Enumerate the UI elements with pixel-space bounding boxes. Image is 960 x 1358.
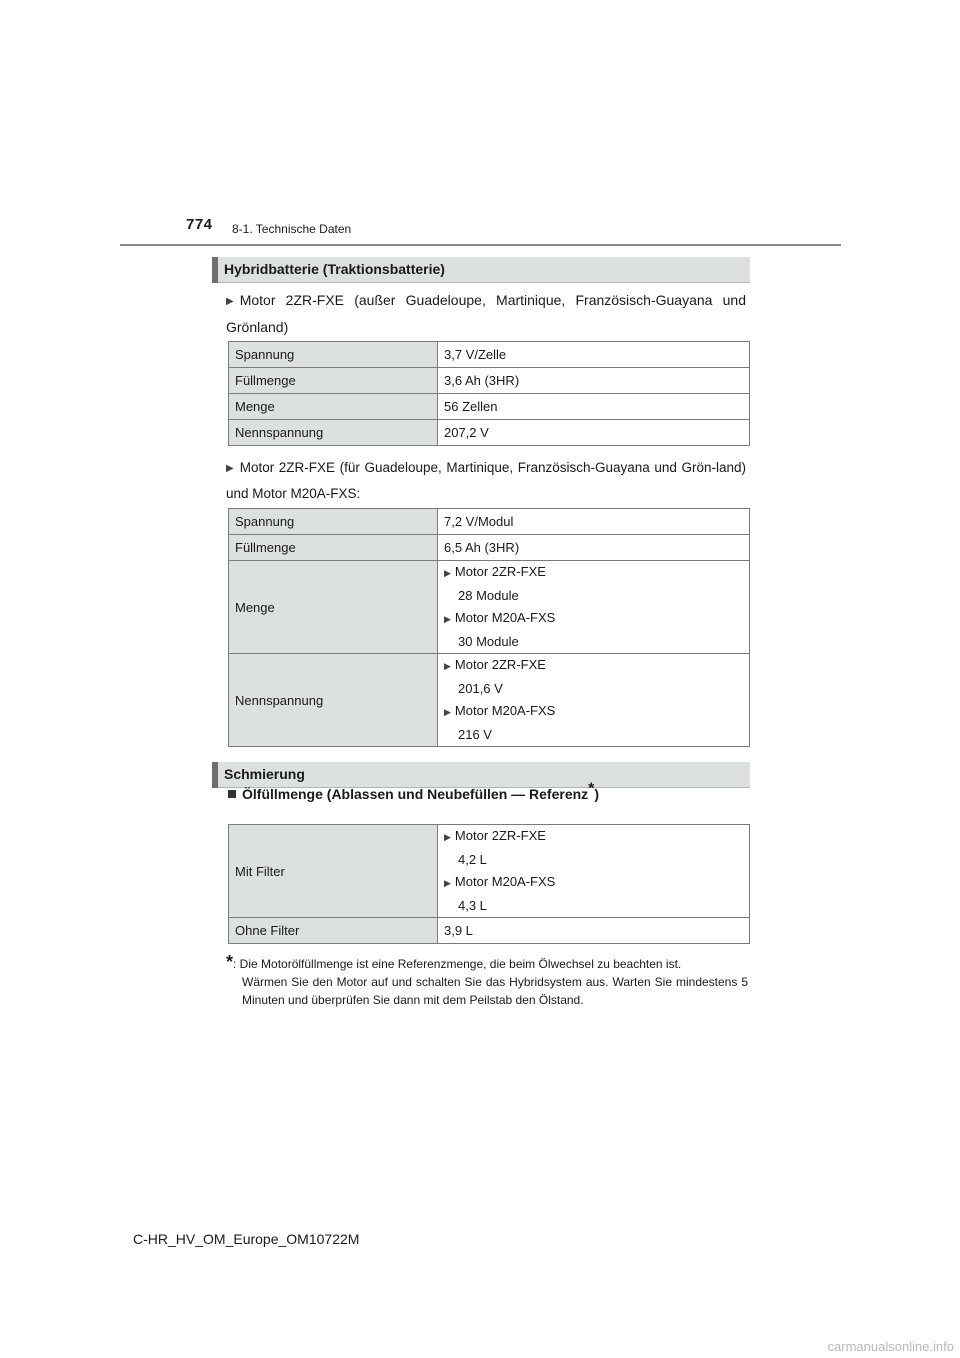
footnote-lead: : Die Motorölfüllmenge ist eine Referenzmenge, die beim Ölwechsel zu beachten ist. [233, 957, 682, 971]
table-row [229, 561, 750, 654]
row-label: Nennspannung [229, 654, 438, 747]
page-number: 774 [186, 216, 213, 233]
row-label: Menge [229, 561, 438, 654]
table-row [229, 654, 750, 747]
header-divider [120, 244, 841, 246]
row-label: Mit Filter [229, 825, 438, 918]
row-value [438, 654, 750, 747]
row-value [438, 561, 750, 654]
battery-spec-table-2 [228, 508, 750, 747]
section-title: Schmierung [224, 766, 305, 782]
triangle-bullet-icon: ▶ [444, 661, 451, 671]
table-row [229, 509, 750, 535]
engine-label: Motor 2ZR-FXE [454, 828, 546, 843]
triangle-bullet-icon: ▶ [444, 568, 451, 578]
engine-value: 4,3 L [458, 897, 487, 913]
document-id: C-HR_HV_OM_Europe_OM10722M [133, 1231, 360, 1247]
heading-close: ) [594, 786, 600, 802]
row-label: Menge [229, 394, 438, 420]
row-value: 3,6 Ah (3HR) [438, 368, 750, 394]
row-value: 6,5 Ah (3HR) [438, 535, 750, 561]
row-label: Nennspannung [229, 420, 438, 446]
intro-text: Motor 2ZR-FXE (für Guadeloupe, Martinique, Französisch-Guayana und Grön-land) und Motor M20A-FXS: [226, 460, 746, 501]
intro-engine-2zr-fxe [226, 288, 746, 339]
table-row [229, 918, 750, 944]
row-value: 3,7 V/Zelle [438, 342, 750, 368]
row-label: Spannung [229, 509, 438, 535]
triangle-bullet-icon: ▶ [444, 707, 451, 717]
row-value [438, 825, 750, 918]
footnote-body: Wärmen Sie den Motor auf und schalten Sie das Hybridsystem aus. Warten Sie mindestens 5 Minuten und überprüfen Sie dann mit dem Peilstab den Ölstand. [242, 975, 748, 1007]
section-header-hybrid-battery [212, 257, 750, 283]
engine-value: 4,2 L [458, 851, 487, 867]
engine-value: 201,6 V [458, 680, 503, 696]
oil-capacity-table [228, 824, 750, 944]
engine-label: Motor M20A-FXS [454, 703, 556, 718]
row-value: 7,2 V/Modul [438, 509, 750, 535]
row-label: Füllmenge [229, 535, 438, 561]
table-row [229, 342, 750, 368]
section-title: Hybridbatterie (Traktionsbatterie) [224, 261, 445, 277]
table-row [229, 368, 750, 394]
triangle-bullet-icon: ▶ [226, 296, 234, 307]
engine-value: 28 Module [458, 587, 519, 603]
intro-text: Motor 2ZR-FXE (außer Guadeloupe, Martinique, Französisch-Guayana und Grönland) [226, 292, 746, 335]
table-row [229, 535, 750, 561]
oil-capacity-heading [228, 780, 600, 802]
heading-text: Ölfüllmenge (Ablassen und Neubefüllen — Referenz [242, 786, 589, 802]
footnote-marker: * [226, 952, 234, 972]
triangle-bullet-icon: ▶ [444, 878, 451, 888]
table-row [229, 825, 750, 918]
battery-spec-table-1 [228, 341, 750, 446]
footnote [226, 953, 748, 1009]
section-header-lubrication [212, 762, 750, 788]
row-value: 207,2 V [438, 420, 750, 446]
watermark: carmanualsonline.info [827, 1339, 954, 1354]
triangle-bullet-icon: ▶ [444, 832, 451, 842]
table-row [229, 420, 750, 446]
square-bullet-icon [228, 790, 236, 798]
triangle-bullet-icon: ▶ [444, 614, 451, 624]
intro-engine-2zr-fxe-m20a-fxs [226, 456, 746, 506]
row-label: Füllmenge [229, 368, 438, 394]
row-value: 3,9 L [438, 918, 750, 944]
engine-value: 30 Module [458, 633, 519, 649]
footnote-marker: * [588, 780, 595, 798]
engine-value: 216 V [458, 726, 492, 742]
section-accent [212, 257, 218, 283]
engine-label: Motor M20A-FXS [454, 610, 556, 625]
engine-label: Motor 2ZR-FXE [454, 657, 546, 672]
engine-label: Motor 2ZR-FXE [454, 564, 546, 579]
section-accent [212, 762, 218, 788]
engine-label: Motor M20A-FXS [454, 874, 556, 889]
row-label: Spannung [229, 342, 438, 368]
chapter-title: 8-1. Technische Daten [232, 222, 352, 236]
table-row [229, 394, 750, 420]
triangle-bullet-icon: ▶ [226, 463, 234, 474]
row-label: Ohne Filter [229, 918, 438, 944]
row-value: 56 Zellen [438, 394, 750, 420]
